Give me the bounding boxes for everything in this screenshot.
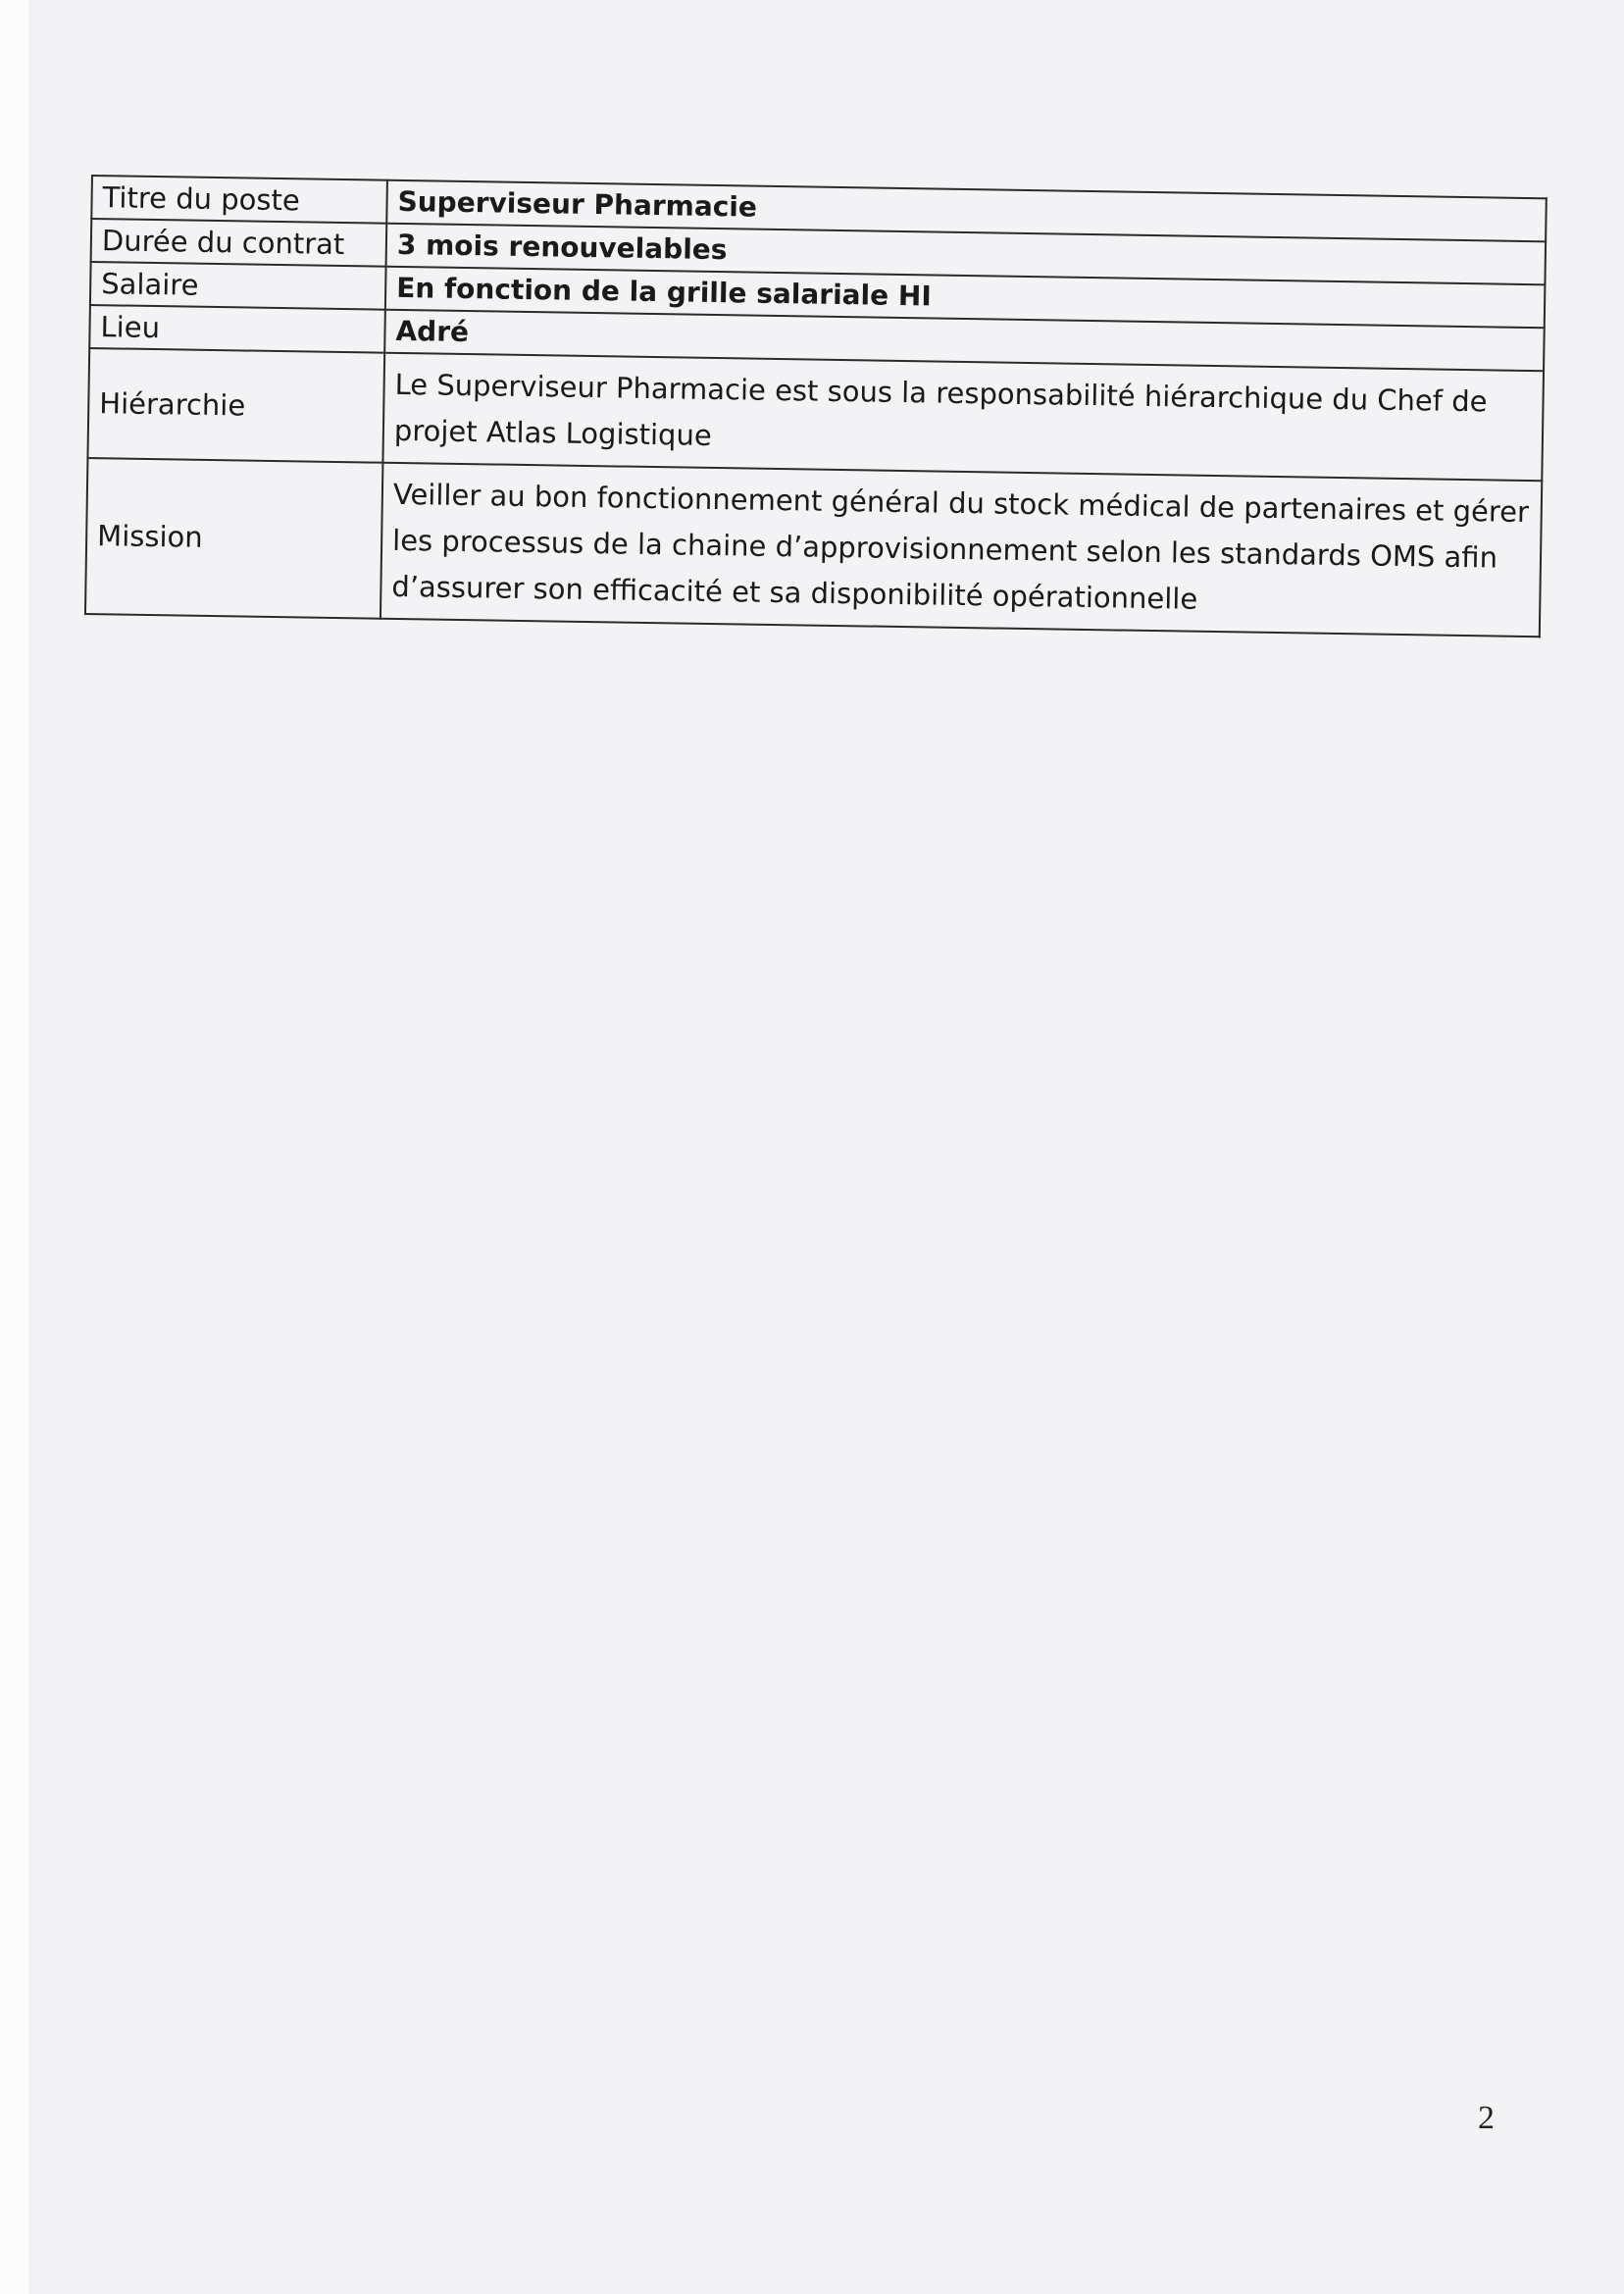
page-number: 2 — [1478, 2100, 1495, 2136]
row-value: Adré — [384, 310, 1545, 372]
table-row-mission — [85, 458, 1542, 637]
row-value: Superviseur Pharmacie — [386, 180, 1547, 242]
row-label: Salaire — [90, 262, 386, 310]
row-value: 3 mois renouvelables — [386, 224, 1547, 285]
row-label: Lieu — [89, 305, 385, 353]
job-info-table — [84, 175, 1548, 637]
row-value: En fonction de la grille salariale HI — [385, 267, 1546, 329]
scan-margin — [0, 0, 30, 2294]
row-label: Titre du poste — [91, 176, 387, 224]
row-label: Hiérarchie — [87, 348, 384, 463]
row-value: Veiller au bon fonctionnement général du stock médical de partenaires et gérer les processus de la chaine d’approvisionnement selon les standards OMS afin d’assurer son efficacité et sa disponibilité opérationnelle — [381, 463, 1542, 637]
row-label: Durée du contrat — [91, 219, 387, 267]
row-value: Le Superviseur Pharmacie est sous la responsabilité hiérarchique du Chef de projet Atlas Logistique — [382, 353, 1544, 482]
row-label: Mission — [85, 458, 382, 619]
